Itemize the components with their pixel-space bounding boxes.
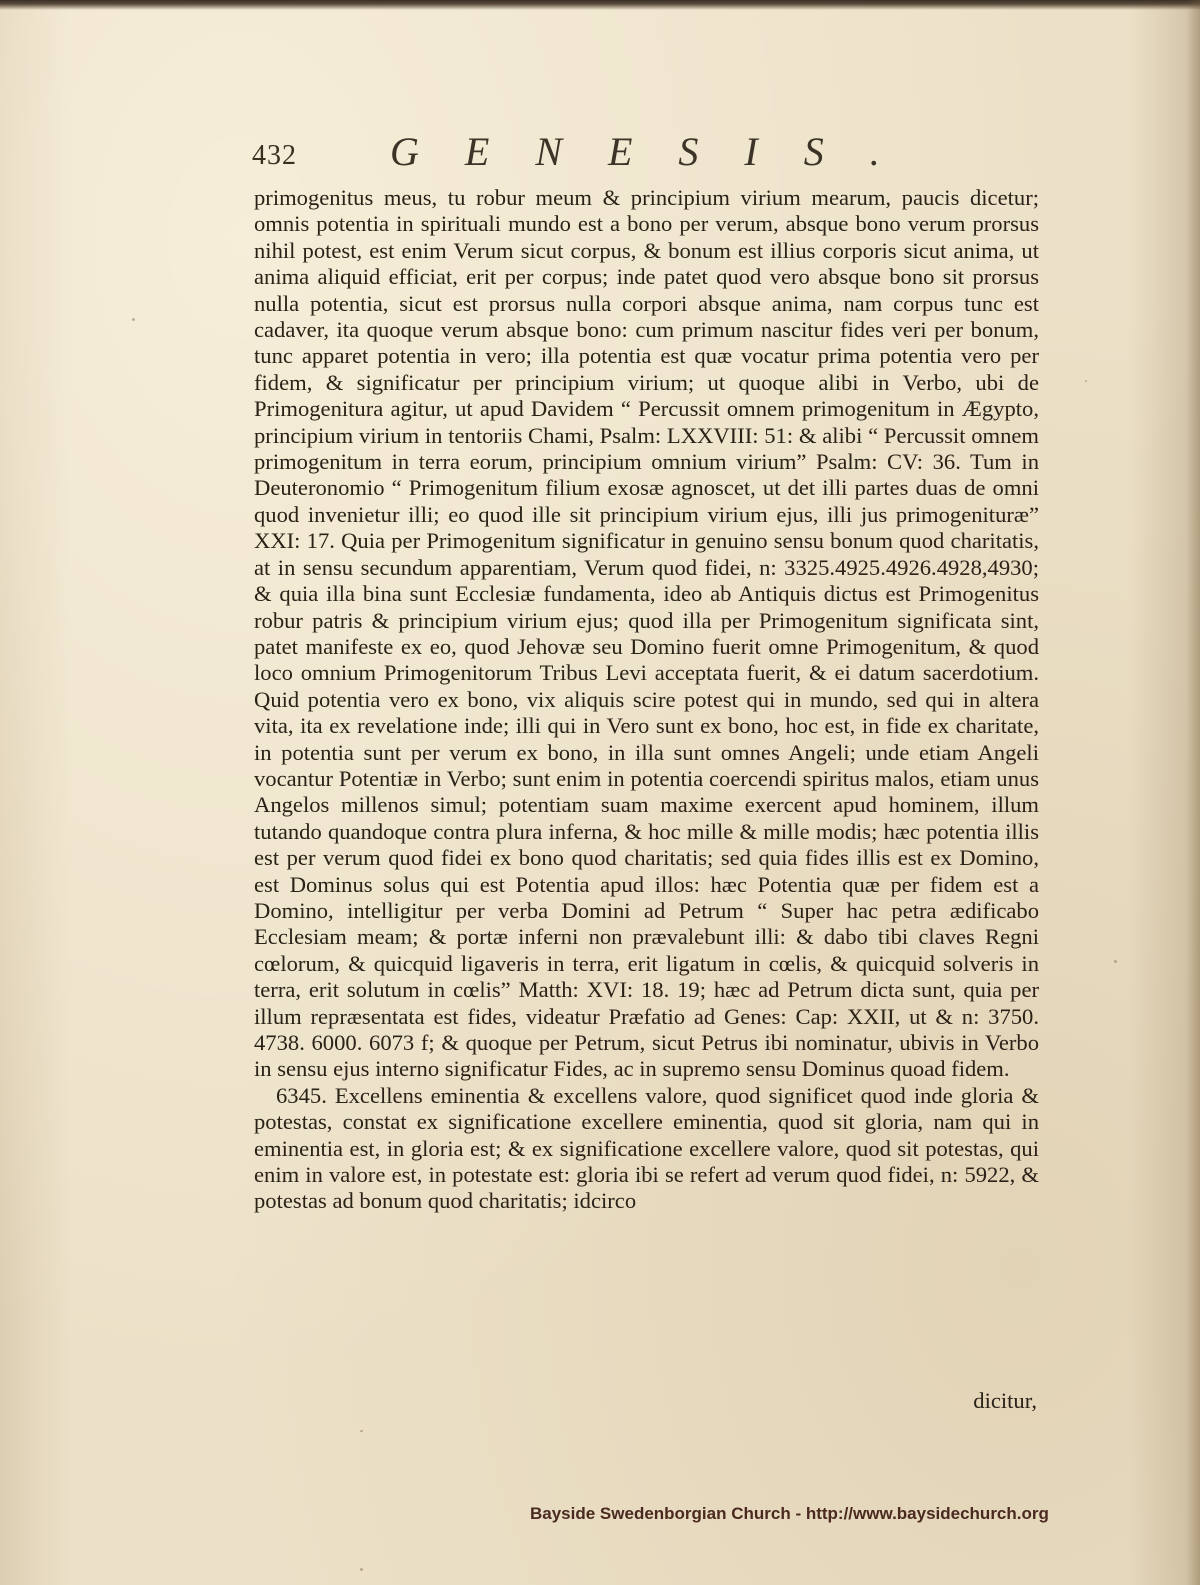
page-number: 432 xyxy=(252,140,297,171)
paper-spot xyxy=(360,1430,363,1432)
body-text xyxy=(254,185,1039,1215)
running-title: GENESIS. xyxy=(390,129,926,174)
catchword: dicitur, xyxy=(973,1388,1037,1413)
paragraph-6345: 6345. Excellens eminentia & excellens valore, quod significet quod inde gloria & potestas, constat ex significatione excellere eminentia, quod sit gloria, nam qui in eminentia est, in gloria est; & ex significatione excellere valore, quod sit potestas, qui enim in valore est, in potestate est: gloria ibi se refert ad verum quod fidei, n: 5922, & potestas ad bonum quod charitatis; idcirco xyxy=(254,1082,1039,1214)
paper-spot xyxy=(132,318,135,321)
paper-spot xyxy=(1114,960,1117,963)
paper-spot xyxy=(1085,380,1087,382)
paragraph-continuation: primogenitus meus, tu robur meum & principium virium mearum, paucis dicetur; omnis potentia in spirituali mundo est a bono per verum, absque bono verum prorsus nihil potest, est enim Verum sicut corpus, & bonum est illius corporis sicut anima, ut anima aliquid efficiat, erit per corpus; inde patet quod vero absque bono sit prorsus nulla potentia, sicut est prorsus nulla corpori absque anima, nam corpus tunc est cadaver, ita quoque verum absque bono: cum primum nascitur fides veri per bonum, tunc apparet potentia in vero; illa potentia est quæ vocatur prima potentia vero per fidem, & significatur per principium virium; ut quoque alibi in Verbo, ubi de Primogenitura agitur, ut apud Davidem “ Percussit omnem primogenitum in Ægypto, principium virium in tentoriis Chami, Psalm: LXXVIII: 51: & alibi “ Percussit omnem primogenitum in terra eorum, principium omnium virium” Psalm: CV: 36. Tum in Deuteronomio “ Primogenitum filium exosæ agnoscet, ut det illi partes duas de omni quod invenietur illi; eo quod ille sit principium virium ejus, illi jus primogenituræ” XXI: 17. Quia per Primogenitum significatur in genuino sensu bonum quod charitatis, at in sensu secundum apparentiam, Verum quod fidei, n: 3325.4925.4926.4928,4930; & quia illa bina sunt Ecclesiæ fundamenta, ideo ab Antiquis dictus est Primogenitus robur patris & principium virium ejus; quod illa per Primogenitum significata sint, patet manifeste ex eo, quod Jehovæ seu Domino fuerit omne Primogenitum, & quod loco omnium Primogenitorum Tribus Levi acceptata fuerit, & ei datum sacerdotium. Quid potentia vero ex bono, vix aliquis scire potest qui in mundo, sed qui in altera vita, ita ex revelatione inde; illi qui in Vero sunt ex bono, hoc est, in fide ex charitate, in potentia sunt per verum ex bono, in illa sunt omnes Angeli; unde etiam Angeli vocantur Potentiæ in Verbo; sunt enim in potentia coercendi spiritus malos, etiam unus Angelos millenos simul; potentiam suam maxime exercent apud hominem, illum tutando quandoque contra plura inferna, & hoc mille & mille modis; hæc potentia illis est per verum quod fidei ex bono quod charitatis; sed quia fides illis est ex Domino, est Dominus solus qui est Potentia apud illos: hæc Potentia quæ per fidem est a Domino, intelligitur per verba Domini ad Petrum “ Super hac petra ædificabo Ecclesiam meam; & portæ inferni non prævalebunt illi: & dabo tibi claves Regni cœlorum, & quicquid ligaveris in terra, erit ligatum in cœlis, & quicquid solveris in terra, erit solutum in cœlis” Matth: XVI: 18. 19; hæc ad Petrum dicta sunt, quia per illum repræsentata est fides, videatur Præfatio ad Genes: Cap: XXII, ut & n: 3750. 4738. 6000. 6073 f; & quoque per Petrum, sicut Petrus ibi nominatur, ubivis in Verbo in sensu ejus interno significatur Fides, ac in supremo sensu Dominus quoad fidem. xyxy=(254,185,1039,1082)
page-right-edge xyxy=(1186,0,1200,1585)
paper-spot xyxy=(360,1568,363,1571)
footer-credit: Bayside Swedenborgian Church - http://www.baysidechurch.org xyxy=(530,1504,1049,1523)
page-header xyxy=(252,128,992,180)
page-top-edge xyxy=(0,0,1200,10)
